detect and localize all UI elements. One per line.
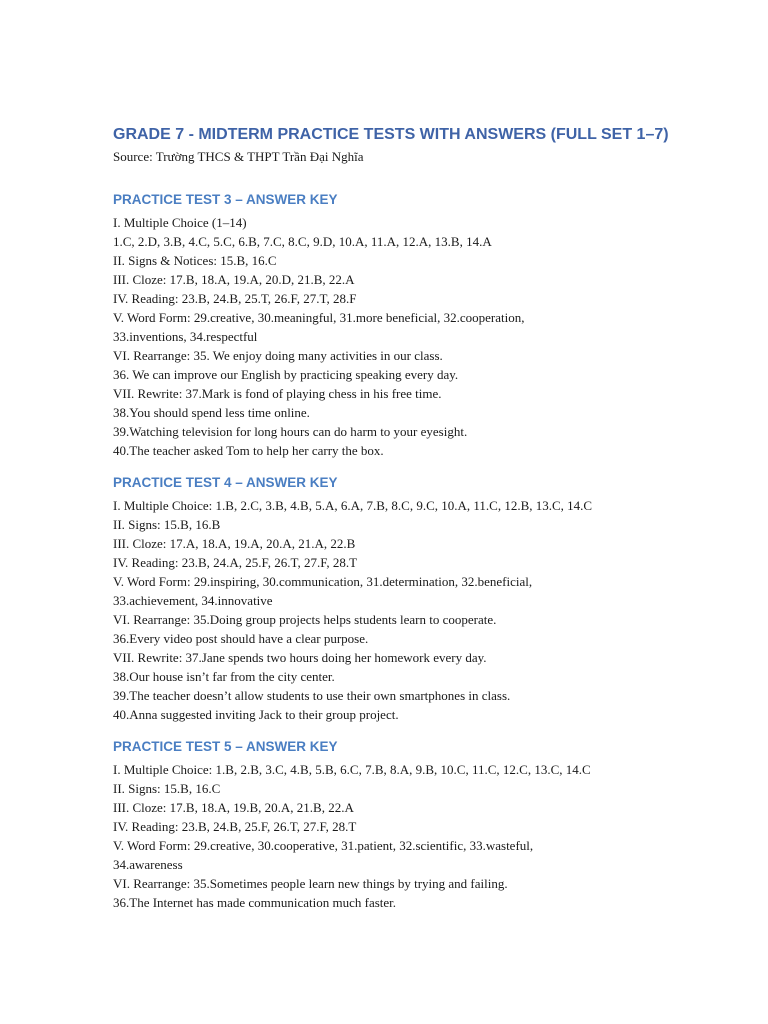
answer-line: VII. Rewrite: 37.Mark is fond of playing chess in his free time. bbox=[113, 386, 442, 401]
answer-line: I. Multiple Choice: 1.B, 2.B, 3.C, 4.B, 5.B, 6.C, 7.B, 8.A, 9.B, 10.C, 11.C, 12.C, 13.C, 14.C bbox=[113, 762, 591, 777]
answer-line: IV. Reading: 23.B, 24.A, 25.F, 26.T, 27.F, 28.T bbox=[113, 555, 358, 570]
answer-line: 1.C, 2.D, 3.B, 4.C, 5.C, 6.B, 7.C, 8.C, 9.D, 10.A, 11.A, 12.A, 13.B, 14.A bbox=[113, 234, 492, 249]
answer-line: 36.Every video post should have a clear purpose. bbox=[113, 631, 369, 646]
answer-line: III. Cloze: 17.A, 18.A, 19.A, 20.A, 21.A, 22.B bbox=[113, 536, 356, 551]
answer-line: I. Multiple Choice (1–14) bbox=[113, 215, 247, 230]
answer-line: IV. Reading: 23.B, 24.B, 25.T, 26.F, 27.T, 28.F bbox=[113, 291, 357, 306]
answer-line: IV. Reading: 23.B, 24.B, 25.F, 26.T, 27.F, 28.T bbox=[113, 819, 357, 834]
section-practice-test-5 bbox=[113, 737, 733, 912]
answer-line: 33.inventions, 34.respectful bbox=[113, 329, 258, 344]
answer-line: 39.Watching television for long hours can do harm to your eyesight. bbox=[113, 424, 468, 439]
answer-line: 33.achievement, 34.innovative bbox=[113, 593, 273, 608]
answer-line: 36.The Internet has made communication much faster. bbox=[113, 895, 397, 910]
answer-line: I. Multiple Choice: 1.B, 2.C, 3.B, 4.B, 5.A, 6.A, 7.B, 8.C, 9.C, 10.A, 11.C, 12.B, 13.C, 14.C bbox=[113, 498, 593, 513]
answer-line: II. Signs: 15.B, 16.C bbox=[113, 781, 221, 796]
answer-line: 36. We can improve our English by practicing speaking every day. bbox=[113, 367, 459, 382]
answer-line: V. Word Form: 29.creative, 30.cooperative, 31.patient, 32.scientific, 33.wasteful, bbox=[113, 838, 534, 853]
document-title: GRADE 7 - MIDTERM PRACTICE TESTS WITH ANSWERS (FULL SET 1–7) bbox=[113, 126, 669, 143]
answer-line: V. Word Form: 29.creative, 30.meaningful, 31.more beneficial, 32.cooperation, bbox=[113, 310, 525, 325]
section-heading: PRACTICE TEST 3 – ANSWER KEY bbox=[113, 192, 338, 207]
answer-line: II. Signs: 15.B, 16.B bbox=[113, 517, 221, 532]
answer-line: VI. Rearrange: 35.Sometimes people learn new things by trying and failing. bbox=[113, 876, 508, 891]
answer-line: 39.The teacher doesn’t allow students to use their own smartphones in class. bbox=[113, 688, 511, 703]
answer-line: III. Cloze: 17.B, 18.A, 19.A, 20.D, 21.B, 22.A bbox=[113, 272, 355, 287]
section-heading: PRACTICE TEST 4 – ANSWER KEY bbox=[113, 475, 338, 490]
section-practice-test-4 bbox=[113, 473, 733, 724]
section-heading: PRACTICE TEST 5 – ANSWER KEY bbox=[113, 739, 338, 754]
answer-line: VI. Rearrange: 35. We enjoy doing many activities in our class. bbox=[113, 348, 443, 363]
answer-line: V. Word Form: 29.inspiring, 30.communication, 31.determination, 32.beneficial, bbox=[113, 574, 533, 589]
answer-line: 38.Our house isn’t far from the city center. bbox=[113, 669, 335, 684]
answer-line: III. Cloze: 17.B, 18.A, 19.B, 20.A, 21.B, 22.A bbox=[113, 800, 354, 815]
document-page bbox=[113, 124, 733, 912]
answer-line: 40.The teacher asked Tom to help her carry the box. bbox=[113, 443, 384, 458]
answer-line: 38.You should spend less time online. bbox=[113, 405, 310, 420]
answer-line: VII. Rewrite: 37.Jane spends two hours doing her homework every day. bbox=[113, 650, 487, 665]
answer-line: II. Signs & Notices: 15.B, 16.C bbox=[113, 253, 277, 268]
document-source: Source: Trường THCS & THPT Trần Đại Nghĩa bbox=[113, 149, 364, 164]
answer-line: 40.Anna suggested inviting Jack to their group project. bbox=[113, 707, 399, 722]
section-practice-test-3 bbox=[113, 190, 733, 460]
answer-line: 34.awareness bbox=[113, 857, 183, 872]
answer-line: VI. Rearrange: 35.Doing group projects helps students learn to cooperate. bbox=[113, 612, 497, 627]
